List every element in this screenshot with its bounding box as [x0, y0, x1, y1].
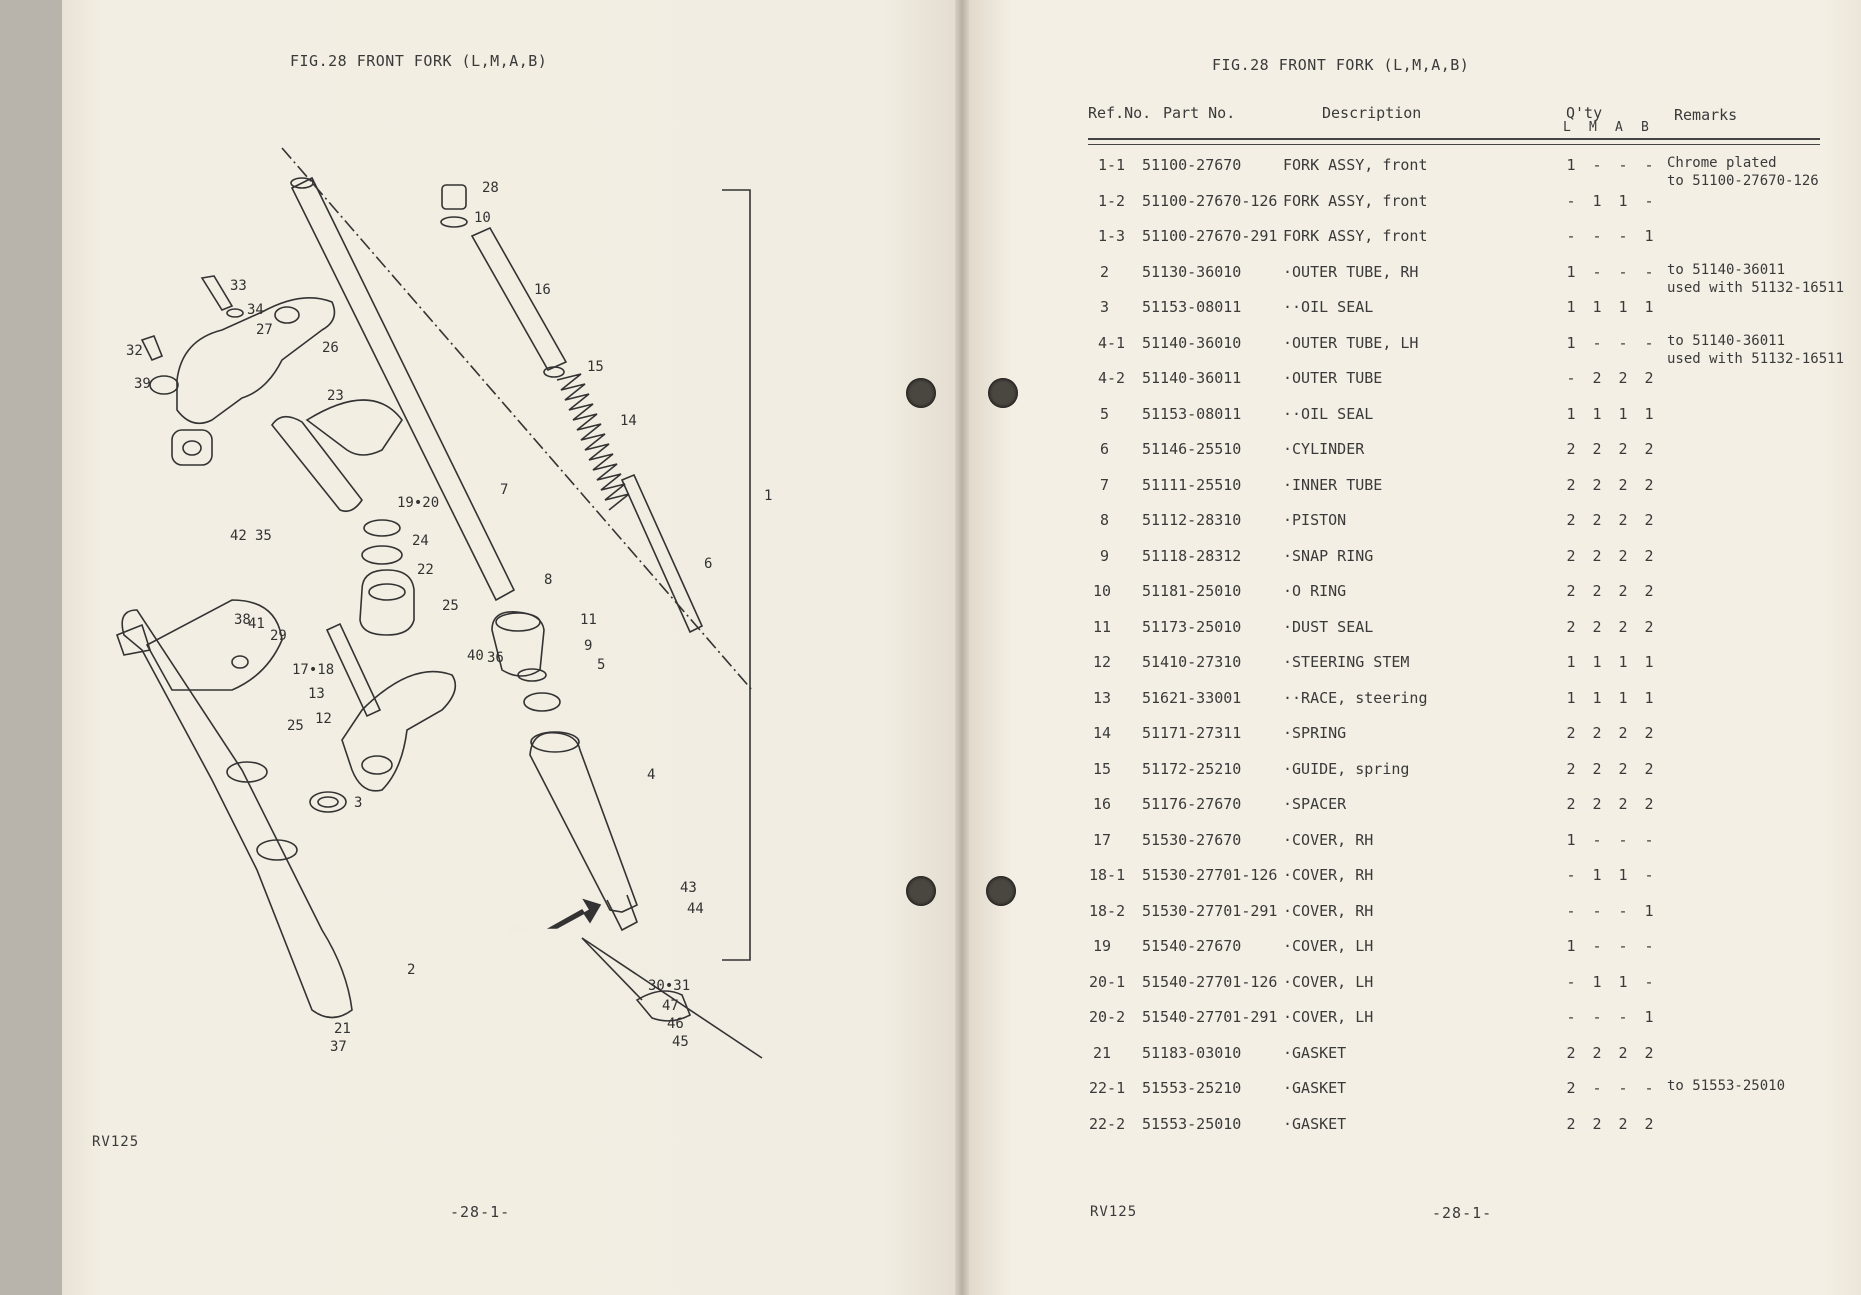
qty-cell: 1 [1644, 227, 1654, 245]
part-no-cell: 51100-27670-126 [1142, 191, 1278, 210]
callout-label: 29 [270, 628, 287, 644]
ref-no-cell: 7 [1100, 475, 1110, 494]
qty-cell: 1 [1644, 404, 1654, 423]
qty-cell: 2 [1618, 440, 1628, 458]
exploded-fork-diagram [62, 130, 782, 1080]
part-no-cell: 51111-25510 [1142, 475, 1242, 494]
qty-cell: - [1592, 262, 1602, 281]
part-no-cell: 51100-27670-291 [1142, 227, 1278, 245]
callout-label: 9 [584, 638, 593, 654]
ref-no-cell: 11 [1093, 617, 1112, 636]
qty-cell: 2 [1592, 582, 1602, 600]
ref-no-cell: 18-1 [1089, 866, 1126, 884]
qty-cell: 1 [1566, 333, 1576, 352]
qty-cell: - [1644, 972, 1654, 991]
ref-no-cell: 22-1 [1089, 1079, 1126, 1097]
qty-cell: 2 [1566, 1043, 1576, 1062]
qty-cell: 1 [1644, 688, 1654, 707]
qty-cell: - [1618, 901, 1628, 920]
qty-cell: - [1644, 262, 1654, 281]
qty-cell: - [1644, 866, 1654, 884]
qty-cell: 2 [1618, 546, 1628, 565]
callout-label: 40 [467, 648, 484, 664]
qty-cell: 1 [1618, 866, 1628, 884]
qty-cell: - [1566, 972, 1576, 991]
remarks-cell: to 51140-36011 [1667, 261, 1786, 278]
callout-label: 47 [662, 998, 679, 1014]
description-cell: ·O RING [1283, 582, 1347, 600]
description-cell: ·SPACER [1283, 795, 1347, 813]
qty-cell: 2 [1644, 759, 1654, 778]
part-no-cell: 51140-36010 [1142, 333, 1242, 352]
ref-no-cell: 10 [1093, 582, 1112, 600]
description-cell: ·INNER TUBE [1283, 475, 1383, 494]
callout-label: 26 [322, 340, 339, 356]
description-cell: ·COVER, LH [1283, 1008, 1374, 1026]
qty-cell: 2 [1618, 617, 1628, 636]
callout-label: 15 [587, 359, 604, 375]
ref-no-cell: 14 [1093, 724, 1112, 742]
qty-cell: - [1618, 830, 1628, 849]
part-no-cell: 51553-25010 [1142, 1114, 1242, 1133]
part-no-cell: 51100-27670 [1142, 156, 1242, 174]
callout-label: 8 [544, 572, 553, 588]
qty-cell: - [1644, 937, 1654, 955]
qty-cell: 2 [1566, 724, 1576, 742]
qty-cell: 2 [1644, 724, 1654, 742]
qty-cell: - [1566, 191, 1576, 210]
qty-cell: 1 [1566, 830, 1576, 849]
description-cell: ·GASKET [1283, 1079, 1347, 1097]
qty-cell: - [1618, 1079, 1628, 1097]
qty-cell: 2 [1566, 795, 1576, 813]
description-cell: ·COVER, RH [1283, 901, 1374, 920]
description-cell: ·SNAP RING [1283, 546, 1374, 565]
callout-label: 3 [354, 795, 363, 811]
part-no-cell: 51410-27310 [1142, 653, 1242, 671]
qty-cell: 2 [1592, 1043, 1602, 1062]
part-no-cell: 51171-27311 [1142, 724, 1242, 742]
qty-cell: 2 [1566, 511, 1576, 529]
qty-cell: 1 [1592, 191, 1602, 210]
callout-label: 37 [330, 1039, 347, 1055]
part-no-cell: 51553-25210 [1142, 1079, 1242, 1097]
qty-cell: 2 [1592, 759, 1602, 778]
qty-cell: 2 [1618, 724, 1628, 742]
ref-no-cell: 3 [1100, 298, 1110, 316]
qty-cell: 2 [1618, 1114, 1628, 1133]
callout-label: 22 [417, 562, 434, 578]
book-gutter [955, 0, 969, 1295]
qty-cell: - [1592, 156, 1602, 174]
description-cell: ·OUTER TUBE, RH [1283, 262, 1419, 281]
part-no-cell: 51146-25510 [1142, 440, 1242, 458]
ref-no-cell: 17 [1093, 830, 1112, 849]
callout-label: 17•18 [292, 662, 335, 678]
callout-label: 11 [580, 612, 597, 628]
qty-cell: 2 [1566, 475, 1576, 494]
qty-cell: 2 [1618, 795, 1628, 813]
callout-label: 25 [442, 598, 459, 614]
qty-cell: 1 [1592, 298, 1602, 316]
diagram-callouts [126, 180, 772, 1055]
ref-no-cell: 15 [1093, 759, 1112, 778]
ref-no-cell: 20-2 [1089, 1008, 1126, 1026]
qty-cell: 2 [1566, 617, 1576, 636]
callout-label: 35 [255, 528, 272, 544]
qty-cell: - [1618, 937, 1628, 955]
qty-cell: 2 [1644, 475, 1654, 494]
qty-cell: 1 [1592, 866, 1602, 884]
description-cell: ··RACE, steering [1283, 688, 1428, 707]
qty-cell: - [1618, 1008, 1628, 1026]
header-qty: Q'ty [1566, 104, 1603, 122]
remarks-cell: used with 51132-16511 [1667, 350, 1845, 367]
part-no-cell: 51140-36011 [1142, 369, 1242, 387]
callout-label: 32 [126, 343, 143, 359]
part-no-cell: 51530-27670 [1142, 830, 1242, 849]
callout-label: 5 [597, 657, 606, 673]
description-cell: ·DUST SEAL [1283, 617, 1374, 636]
description-cell: ·COVER, RH [1283, 866, 1374, 884]
qty-cell: 1 [1566, 262, 1576, 281]
qty-cell: 2 [1618, 582, 1628, 600]
qty-cell: - [1618, 333, 1628, 352]
qty-cell: - [1618, 262, 1628, 281]
callout-label: 24 [412, 533, 429, 549]
callout-label: 27 [256, 322, 273, 338]
callout-label: 16 [534, 282, 551, 298]
qty-cell: 2 [1618, 475, 1628, 494]
qty-cell: 2 [1566, 759, 1576, 778]
part-no-cell: 51153-08011 [1142, 404, 1242, 423]
qty-cell: - [1644, 830, 1654, 849]
qty-cell: 2 [1592, 511, 1602, 529]
part-no-cell: 51118-28312 [1142, 546, 1242, 565]
qty-cell: 2 [1618, 511, 1628, 529]
right-fig-title: FIG.28 FRONT FORK (L,M,A,B) [1212, 56, 1470, 74]
qty-cell: 2 [1644, 1114, 1654, 1133]
qty-cell: 2 [1644, 511, 1654, 529]
qty-cell: 1 [1644, 298, 1654, 316]
qty-cell: 1 [1618, 191, 1628, 210]
qty-cell: 1 [1644, 653, 1654, 671]
header-qty-l: L [1563, 120, 1571, 135]
description-cell: ·PISTON [1283, 511, 1347, 529]
right-model-code: RV125 [1090, 1204, 1138, 1220]
qty-cell: 1 [1566, 298, 1576, 316]
callout-label: 44 [687, 901, 704, 917]
qty-cell: 2 [1592, 546, 1602, 565]
ref-no-cell: 16 [1093, 795, 1112, 813]
description-cell: ·SPRING [1283, 724, 1347, 742]
left-model-code: RV125 [92, 1134, 140, 1150]
header-qty-m: M [1589, 120, 1597, 135]
qty-cell: 2 [1618, 759, 1628, 778]
qty-cell: 2 [1566, 440, 1576, 458]
ref-no-cell: 5 [1100, 404, 1110, 423]
qty-cell: 2 [1566, 546, 1576, 565]
qty-cell: 2 [1644, 440, 1654, 458]
qty-cell: 2 [1618, 369, 1628, 387]
qty-cell: 1 [1592, 653, 1602, 671]
description-cell: ·GUIDE, spring [1283, 759, 1410, 778]
callout-label: 12 [315, 711, 332, 727]
qty-cell: 1 [1592, 688, 1602, 707]
qty-cell: 2 [1644, 369, 1654, 387]
callout-label: 13 [308, 686, 325, 702]
description-cell: ·OUTER TUBE [1283, 369, 1383, 387]
description-cell: ·CYLINDER [1283, 440, 1365, 458]
qty-cell: 2 [1644, 582, 1654, 600]
callout-label: 14 [620, 413, 637, 429]
part-no-cell: 51530-27701-126 [1142, 866, 1278, 884]
part-no-cell: 51540-27701-291 [1142, 1008, 1278, 1026]
qty-cell: 2 [1592, 724, 1602, 742]
part-no-cell: 51176-27670 [1142, 795, 1242, 813]
callout-label: 39 [134, 376, 151, 392]
qty-cell: 2 [1592, 1114, 1602, 1133]
qty-cell: 2 [1644, 795, 1654, 813]
qty-cell: - [1592, 1079, 1602, 1097]
part-no-cell: 51112-28310 [1142, 511, 1242, 529]
callout-label: 23 [327, 388, 344, 404]
qty-cell: 1 [1566, 653, 1576, 671]
description-cell: ·OUTER TUBE, LH [1283, 333, 1419, 352]
right-page-number: -28-1- [1432, 1204, 1493, 1222]
qty-cell: - [1566, 866, 1576, 884]
description-cell: ··OIL SEAL [1283, 404, 1374, 423]
qty-cell: 2 [1566, 582, 1576, 600]
qty-cell: - [1566, 1008, 1576, 1026]
remarks-cell: Chrome plated [1667, 155, 1777, 171]
ref-no-cell: 1-3 [1098, 227, 1126, 245]
qty-cell: 1 [1566, 156, 1576, 174]
callout-label: 19•20 [397, 495, 440, 511]
qty-cell: - [1592, 830, 1602, 849]
ref-no-cell: 21 [1093, 1043, 1112, 1062]
left-fig-title: FIG.28 FRONT FORK (L,M,A,B) [290, 52, 548, 70]
qty-cell: 2 [1644, 546, 1654, 565]
ref-no-cell: 22-2 [1089, 1114, 1126, 1133]
qty-cell: 1 [1618, 404, 1628, 423]
remarks-cell: to 51100-27670-126 [1667, 173, 1819, 189]
header-qty-b: B [1641, 120, 1649, 135]
binder-hole [906, 378, 936, 408]
header-description: Description [1322, 104, 1422, 122]
callout-label: 41 [248, 616, 265, 632]
part-no-cell: 51530-27701-291 [1142, 901, 1278, 920]
ref-no-cell: 1-2 [1098, 191, 1126, 210]
binder-hole [988, 378, 1018, 408]
qty-cell: 2 [1592, 369, 1602, 387]
qty-cell: 2 [1566, 1079, 1576, 1097]
qty-cell: 2 [1644, 617, 1654, 636]
callout-label: 38 [234, 612, 251, 628]
ref-no-cell: 20-1 [1089, 972, 1126, 991]
callout-label: 10 [474, 210, 491, 226]
qty-cell: 1 [1566, 937, 1576, 955]
part-no-cell: 51130-36010 [1142, 262, 1242, 281]
header-part-no: Part No. [1163, 104, 1236, 122]
ref-no-cell: 1-1 [1098, 156, 1126, 174]
callout-label: 36 [487, 650, 504, 666]
qty-cell: 1 [1618, 653, 1628, 671]
qty-cell: 2 [1592, 475, 1602, 494]
ref-no-cell: 6 [1100, 440, 1110, 458]
callout-label: 28 [482, 180, 499, 196]
callout-label: FWD [506, 918, 531, 940]
qty-cell: 1 [1566, 404, 1576, 423]
qty-cell: 1 [1618, 688, 1628, 707]
description-cell: FORK ASSY, front [1283, 191, 1428, 210]
ref-no-cell: 19 [1093, 937, 1112, 955]
header-remarks: Remarks [1674, 106, 1738, 124]
description-cell: ·COVER, RH [1283, 830, 1374, 849]
header-rule [1088, 144, 1820, 145]
left-page-number: -28-1- [450, 1203, 511, 1221]
qty-cell: - [1592, 901, 1602, 920]
part-no-cell: 51540-27670 [1142, 937, 1242, 955]
callout-label: 4 [647, 767, 656, 783]
qty-cell: 2 [1592, 440, 1602, 458]
part-no-cell: 51153-08011 [1142, 298, 1242, 316]
part-no-cell: 51183-03010 [1142, 1043, 1242, 1062]
callout-label: 21 [334, 1021, 351, 1037]
part-no-cell: 51181-25010 [1142, 582, 1242, 600]
qty-cell: 1 [1592, 972, 1602, 991]
qty-cell: 1 [1566, 688, 1576, 707]
ref-no-cell: 9 [1100, 546, 1110, 565]
callout-label: 42 [230, 528, 247, 544]
callout-label: 25 [287, 718, 304, 734]
qty-cell: - [1644, 1079, 1654, 1097]
ref-no-cell: 18-2 [1089, 901, 1126, 920]
description-cell: ·COVER, LH [1283, 972, 1374, 991]
callout-label: 46 [667, 1016, 684, 1032]
binder-hole [986, 876, 1016, 906]
remarks-cell: to 51553-25010 [1667, 1078, 1786, 1094]
qty-cell: - [1592, 1008, 1602, 1026]
remarks-cell: to 51140-36011 [1667, 332, 1786, 349]
description-cell: ··OIL SEAL [1283, 298, 1374, 316]
ref-no-cell: 4-1 [1098, 333, 1126, 352]
qty-cell: 1 [1644, 1008, 1654, 1026]
qty-cell: 1 [1618, 972, 1628, 991]
callout-label: 45 [672, 1034, 689, 1050]
callout-label: 1 [764, 488, 773, 504]
ref-no-cell: 8 [1100, 511, 1110, 529]
ref-no-cell: 13 [1093, 688, 1112, 707]
header-rule [1088, 138, 1820, 140]
callout-label: 43 [680, 880, 697, 896]
remarks-cell: used with 51132-16511 [1667, 279, 1845, 296]
qty-cell: - [1644, 333, 1654, 352]
callout-label: 2 [407, 962, 416, 978]
qty-cell: - [1644, 156, 1654, 174]
qty-cell: 2 [1644, 1043, 1654, 1062]
ref-no-cell: 12 [1093, 653, 1112, 671]
header-qty-a: A [1615, 120, 1623, 135]
qty-cell: 2 [1566, 1114, 1576, 1133]
qty-cell: 1 [1618, 298, 1628, 316]
qty-cell: - [1566, 901, 1576, 920]
ref-no-cell: 4-2 [1098, 369, 1126, 387]
qty-cell: 2 [1592, 617, 1602, 636]
description-cell: FORK ASSY, front [1283, 227, 1428, 245]
qty-cell: - [1618, 156, 1628, 174]
qty-cell: - [1592, 227, 1602, 245]
callout-label: 6 [704, 556, 713, 572]
part-no-cell: 51172-25210 [1142, 759, 1242, 778]
ref-no-cell: 2 [1100, 262, 1110, 281]
callout-label: 34 [247, 302, 264, 318]
callout-label: 33 [230, 278, 247, 294]
description-cell: ·GASKET [1283, 1114, 1347, 1133]
description-cell: ·GASKET [1283, 1043, 1347, 1062]
qty-cell: 2 [1618, 1043, 1628, 1062]
description-cell: ·STEERING STEM [1283, 653, 1410, 671]
qty-cell: - [1566, 369, 1576, 387]
part-no-cell: 51173-25010 [1142, 617, 1242, 636]
qty-cell: - [1644, 191, 1654, 210]
description-cell: FORK ASSY, front [1283, 156, 1428, 174]
qty-cell: - [1566, 227, 1576, 245]
binder-hole [906, 876, 936, 906]
header-ref-no: Ref.No. [1088, 104, 1152, 122]
qty-cell: 1 [1644, 901, 1654, 920]
description-cell: ·COVER, LH [1283, 937, 1374, 955]
part-no-cell: 51540-27701-126 [1142, 972, 1278, 991]
callout-label: 7 [500, 482, 509, 498]
part-no-cell: 51621-33001 [1142, 688, 1242, 707]
qty-cell: - [1618, 227, 1628, 245]
qty-cell: - [1592, 937, 1602, 955]
qty-cell: 1 [1592, 404, 1602, 423]
qty-cell: 2 [1592, 795, 1602, 813]
qty-cell: - [1592, 333, 1602, 352]
callout-label: 30•31 [648, 978, 691, 994]
